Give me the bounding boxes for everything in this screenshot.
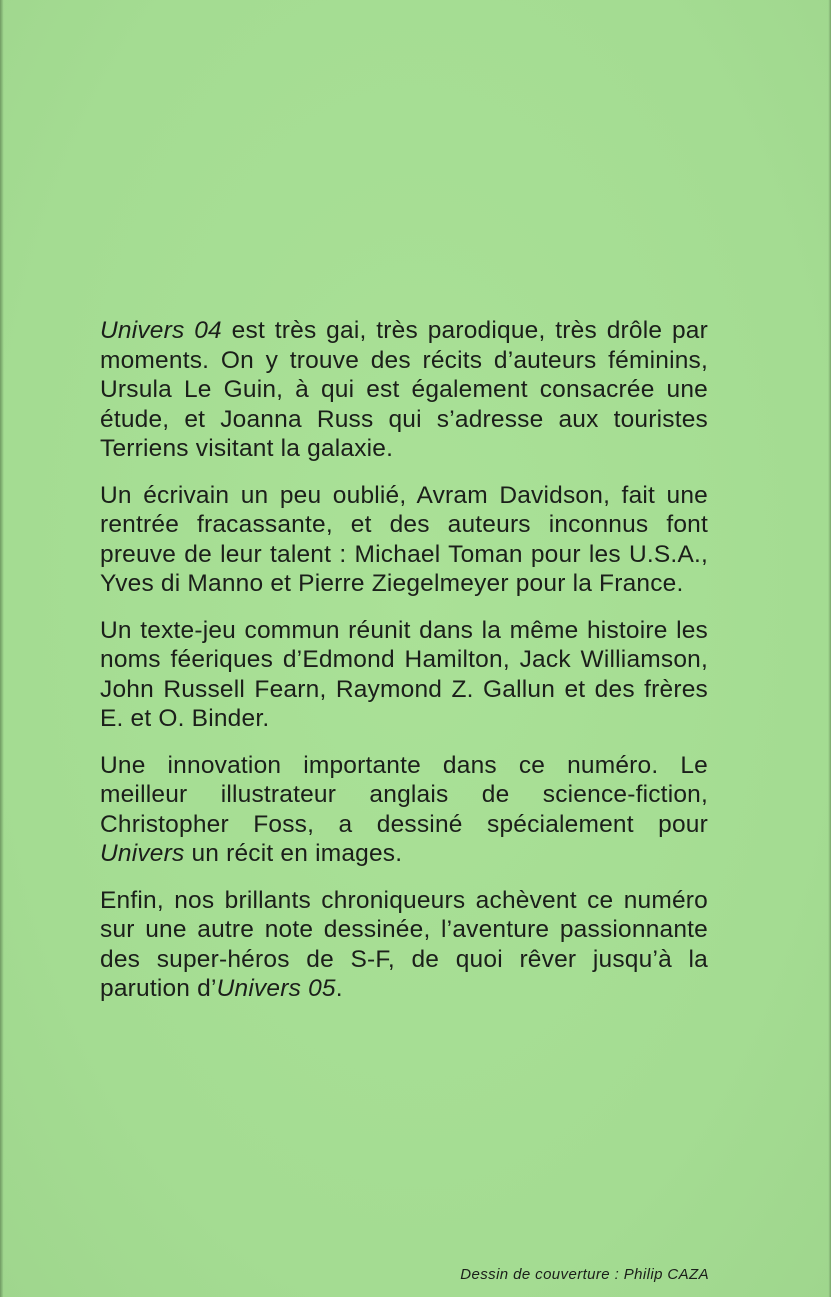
title-univers-05: Univers 05 (216, 975, 336, 1002)
title-univers-04: Univers 04 (100, 317, 222, 344)
blurb-paragraph-5-end: . (335, 975, 343, 1002)
blurb-paragraph-5-text: Enfin, nos brillants chroniqueurs achèvent ce numéro sur une autre note dessinée, l’aventure passionnante des super-héros de S-F, de quoi rêver jusqu’à la parution d’ (100, 886, 708, 1002)
blurb-paragraph-3: Un texte-jeu commun réunit dans la même histoire les noms féeriques d’Edmond Hamilton, Jack Williamson, John Russell Fearn, Raymond Z. Gallun et des frères E. et O. Binder. (100, 616, 708, 732)
blurb-text (100, 316, 708, 1021)
cover-credit: Dessin de couverture : Philip CAZA (460, 1266, 709, 1283)
blurb-paragraph-1-text: est très gai, très parodique, très drôle par moments. On y trouve des récits d’auteurs féminins, Ursula Le Guin, à qui est également consacrée une étude, et Joanna Russ qui s’adresse aux touristes Terriens visitant la galaxie. (100, 317, 708, 462)
blurb-paragraph-2: Un écrivain un peu oublié, Avram Davidson, fait une rentrée fracassante, et des auteurs inconnus font preuve de leur talent : Michael Toman pour les U.S.A., Yves di Manno et Pierre Ziegelmeyer pour la France. (100, 481, 708, 597)
blurb-paragraph-4-end: un récit en images. (184, 840, 403, 867)
blurb-paragraph-4 (100, 751, 708, 869)
blurb-paragraph-5 (100, 886, 708, 1004)
cover-left-edge (0, 0, 4, 1297)
blurb-paragraph-4-text: Une innovation importante dans ce numéro. Le meilleur illustrateur anglais de science-fiction, Christopher Foss, a dessiné spécialement pour (100, 751, 708, 838)
title-univers: Univers (100, 840, 185, 867)
blurb-paragraph-1 (100, 316, 708, 464)
